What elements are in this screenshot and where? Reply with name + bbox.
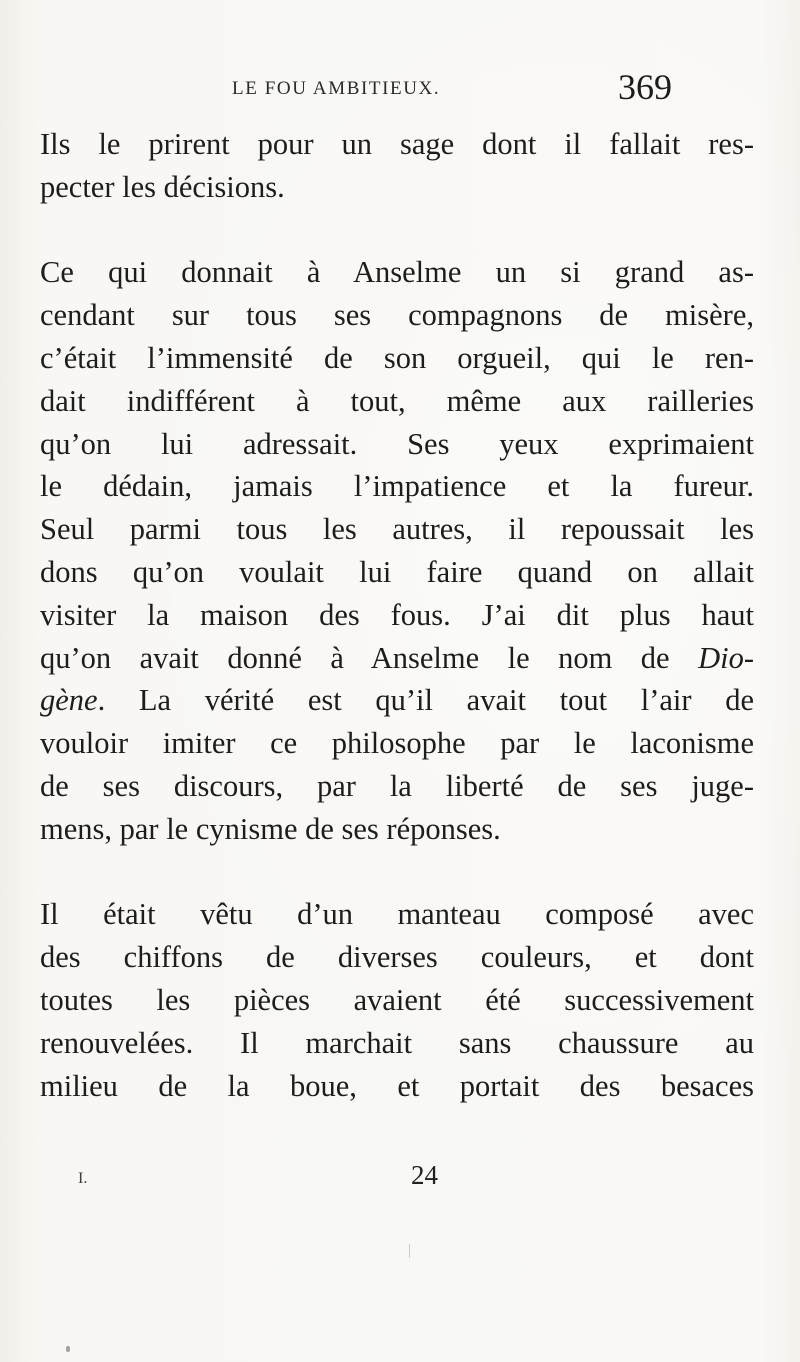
text-line: c’était l’immensité de son orgueil, qui le ren- <box>40 340 754 375</box>
text-line: pecter les décisions. <box>40 169 285 204</box>
page-number: 369 <box>618 67 672 107</box>
text-line: visiter la maison des fous. J’ai dit plus haut <box>40 597 754 632</box>
text-line: dons qu’on voulait lui faire quand on allait <box>40 554 754 589</box>
text-line: Seul parmi tous les autres, il repoussait les <box>40 512 754 547</box>
text-line: cendant sur tous ses compagnons de misère, <box>40 298 754 333</box>
text-run: qu’on avait donné à Anselme le nom de <box>40 640 699 675</box>
paper-speck <box>66 1346 70 1352</box>
text-line: qu’on lui adressait. Ses yeux exprimaient <box>40 426 754 461</box>
body-text <box>40 123 754 1107</box>
text-line: dait indifférent à tout, même aux railleries <box>40 383 754 418</box>
paragraph-break <box>40 209 754 252</box>
text-line: toutes les pièces avaient été successivement <box>40 982 754 1017</box>
text-line: de ses discours, par la liberté de ses juge- <box>40 768 754 803</box>
text-line: Ils le prirent pour un sage dont il fallait res- <box>40 127 754 161</box>
text-line <box>40 637 754 680</box>
signature-number: 24 <box>411 1160 438 1190</box>
text-line <box>40 679 754 722</box>
text-line: milieu de la boue, et portait des besaces <box>40 1068 754 1103</box>
text-line: Il était vêtu d’un manteau composé avec <box>40 897 754 932</box>
text-line: des chiffons de diverses couleurs, et dont <box>40 940 754 975</box>
text-line: Ce qui donnait à Anselme un si grand as- <box>40 255 754 290</box>
paragraph-break <box>40 851 754 894</box>
text-line: le dédain, jamais l’impatience et la fureur. <box>40 469 754 504</box>
paper-speck <box>409 1244 410 1258</box>
italic-name: Dio- <box>698 640 754 675</box>
text-line: vouloir imiter ce philosophe par le laconisme <box>40 726 754 761</box>
running-title: LE FOU AMBITIEUX. <box>232 78 441 99</box>
text-run: . La vérité est qu’il avait tout l’air de <box>97 683 754 718</box>
signature-mark: I. <box>78 1170 88 1187</box>
text-line: renouvelées. Il marchait sans chaussure au <box>40 1025 754 1060</box>
text-line: mens, par le cynisme de ses réponses. <box>40 811 501 846</box>
italic-name: gène <box>40 683 98 718</box>
running-head <box>0 58 800 118</box>
